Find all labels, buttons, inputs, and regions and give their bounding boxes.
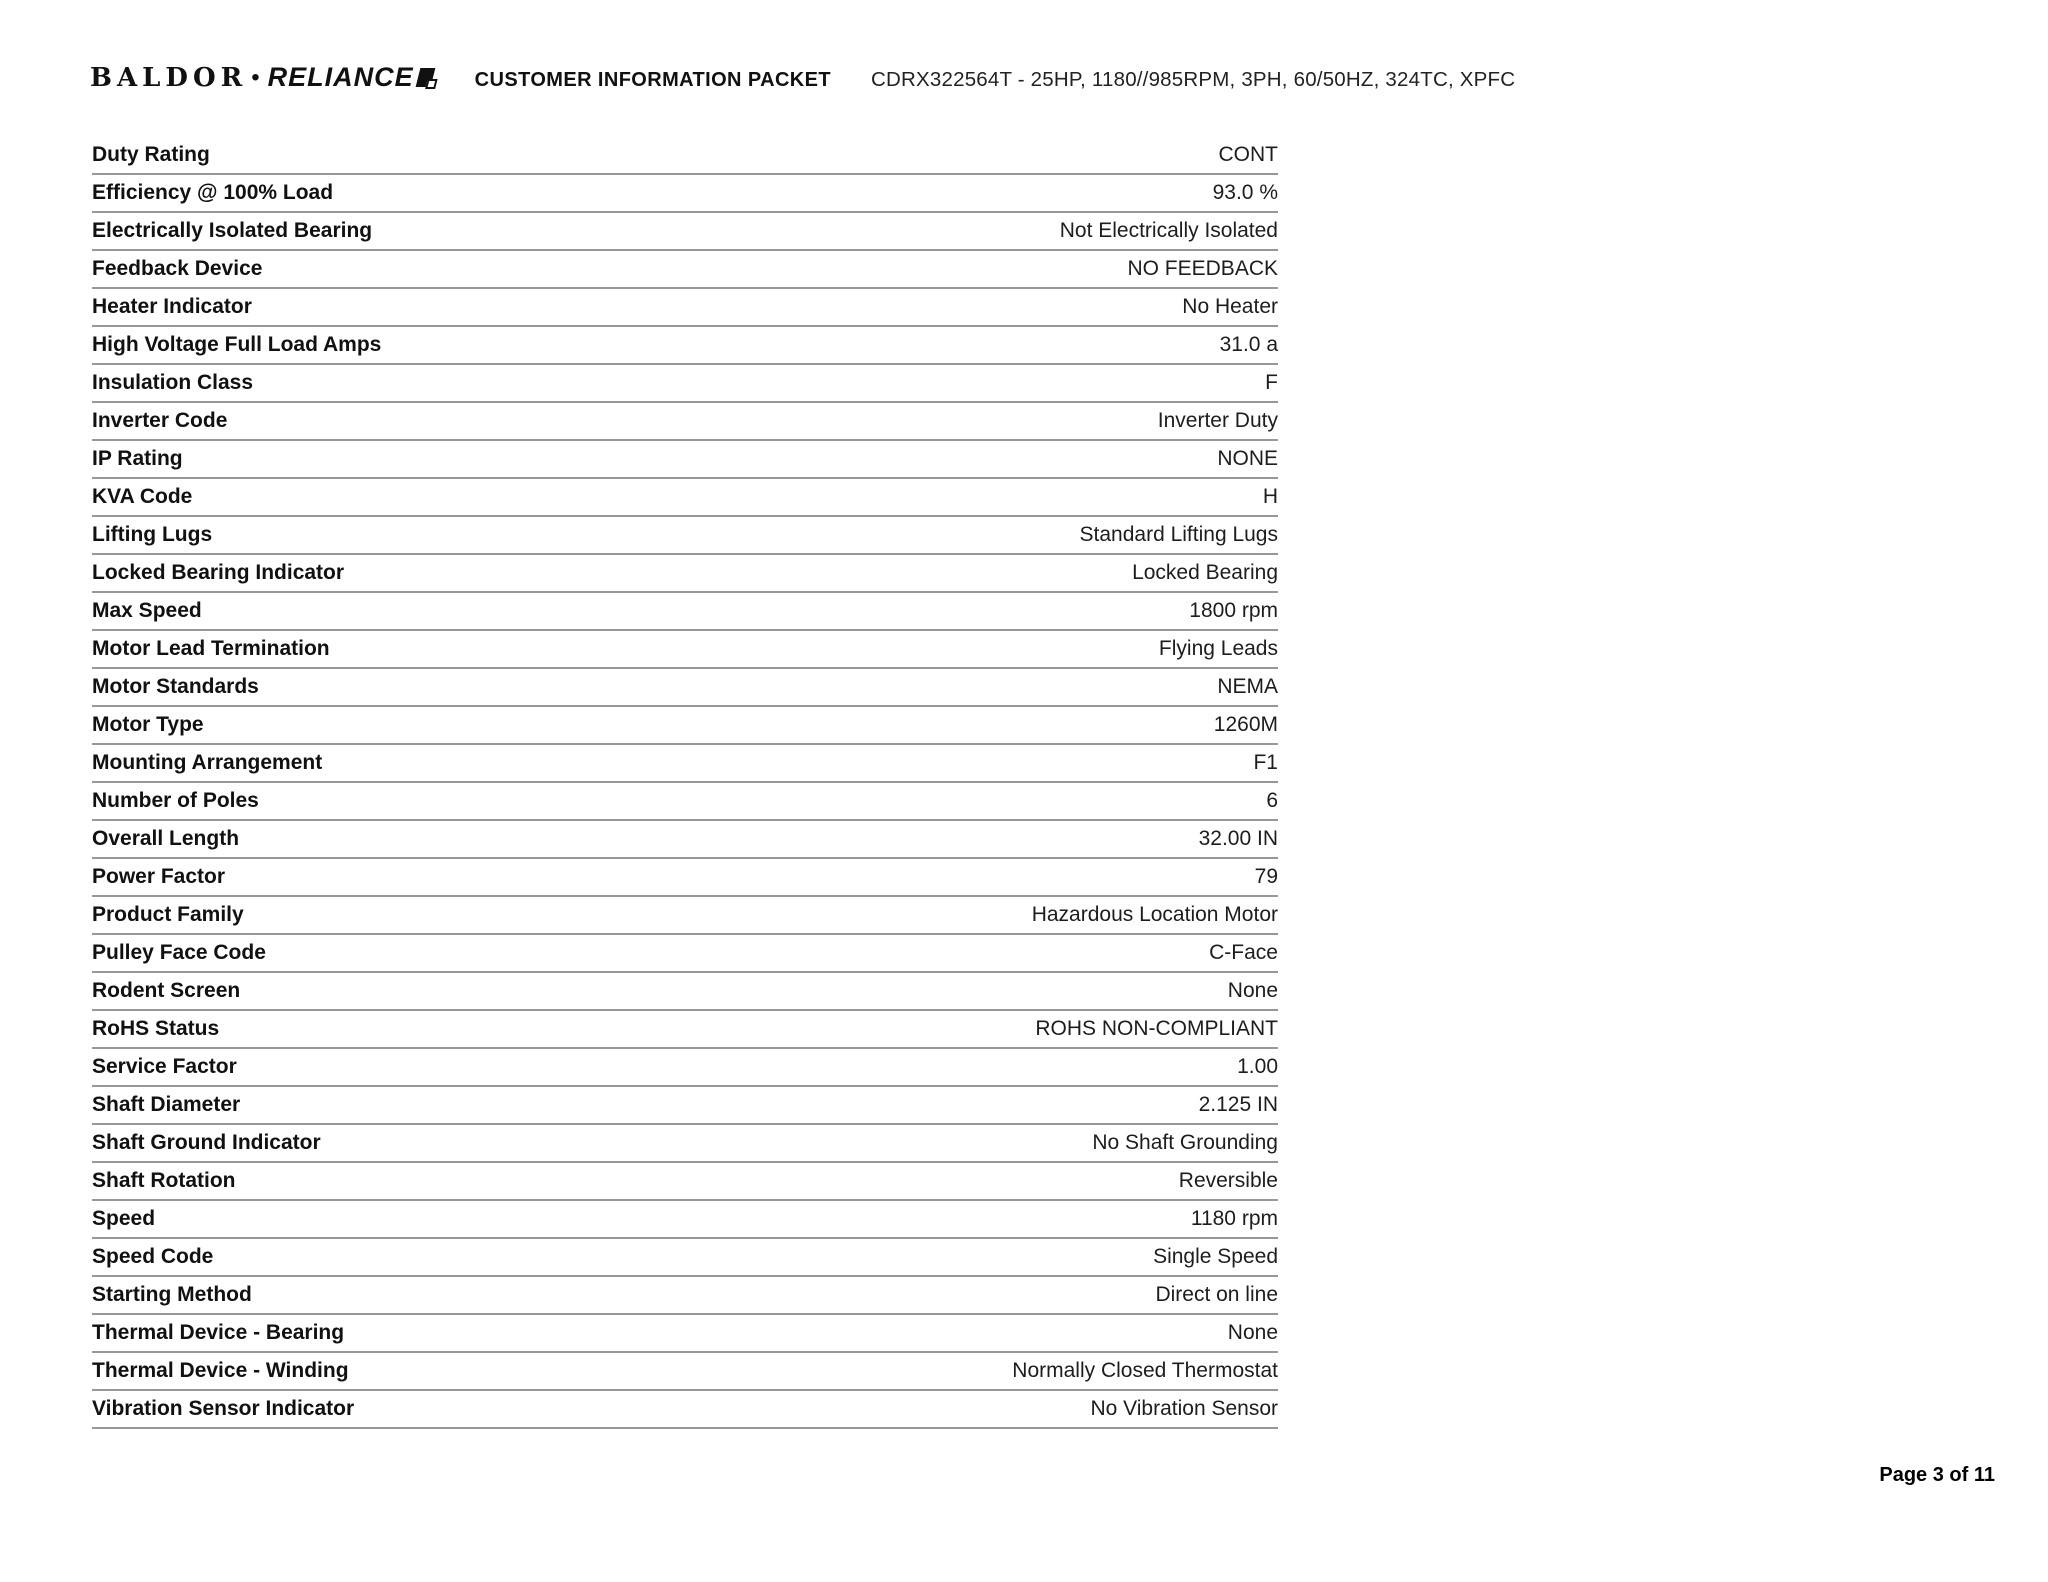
table-row <box>92 1087 1278 1125</box>
row-label: Duty Rating <box>92 143 210 166</box>
page-number: Page 3 of 11 <box>1879 1464 1995 1486</box>
table-row <box>92 669 1278 707</box>
page-header <box>90 62 1515 93</box>
row-label: Motor Type <box>92 713 204 736</box>
table-row <box>92 365 1278 403</box>
row-value: F <box>1265 371 1278 394</box>
table-row <box>92 1125 1278 1163</box>
row-label: Power Factor <box>92 865 226 888</box>
table-row <box>92 175 1278 213</box>
table-row <box>92 1315 1278 1353</box>
row-label: Speed <box>92 1207 156 1230</box>
row-label: IP Rating <box>92 447 183 470</box>
row-label: RoHS Status <box>92 1017 220 1040</box>
logo-reliance-text: RELIANCE <box>267 62 414 92</box>
table-row <box>92 859 1278 897</box>
row-label: Shaft Diameter <box>92 1093 241 1116</box>
row-value: NONE <box>1217 447 1278 470</box>
row-value: Inverter Duty <box>1157 409 1278 432</box>
row-label: Mounting Arrangement <box>92 751 323 774</box>
table-row <box>92 593 1278 631</box>
row-label: Pulley Face Code <box>92 941 266 964</box>
table-row <box>92 897 1278 935</box>
row-value: NEMA <box>1217 675 1278 698</box>
row-value: Single Speed <box>1153 1245 1278 1268</box>
row-label: Feedback Device <box>92 257 263 280</box>
table-row <box>92 213 1278 251</box>
row-value: No Heater <box>1182 295 1278 318</box>
table-row <box>92 479 1278 517</box>
row-value: Standard Lifting Lugs <box>1079 523 1278 546</box>
row-value: 1180 rpm <box>1190 1207 1278 1230</box>
row-label: KVA Code <box>92 485 193 508</box>
row-value: H <box>1262 485 1278 508</box>
logo-trademark-icon <box>415 68 435 87</box>
row-label: Vibration Sensor Indicator <box>92 1397 355 1420</box>
document-title: CUSTOMER INFORMATION PACKET <box>474 69 832 91</box>
row-value: Flying Leads <box>1158 637 1278 660</box>
table-row <box>92 1011 1278 1049</box>
row-value: F1 <box>1253 751 1278 774</box>
table-row <box>92 1049 1278 1087</box>
row-label: Number of Poles <box>92 789 259 812</box>
row-value: ROHS NON-COMPLIANT <box>1035 1017 1278 1040</box>
table-row <box>92 403 1278 441</box>
row-label: Efficiency @ 100% Load <box>92 181 334 204</box>
row-value: 6 <box>1266 789 1278 812</box>
table-row <box>92 783 1278 821</box>
row-value: Hazardous Location Motor <box>1031 903 1278 926</box>
row-label: Shaft Ground Indicator <box>92 1131 321 1154</box>
row-label: Lifting Lugs <box>92 523 213 546</box>
row-value: Not Electrically Isolated <box>1059 219 1278 242</box>
table-row <box>92 251 1278 289</box>
row-label: Motor Standards <box>92 675 259 698</box>
table-row <box>92 327 1278 365</box>
row-label: Motor Lead Termination <box>92 637 330 660</box>
row-value: 1.00 <box>1237 1055 1278 1078</box>
row-label: Shaft Rotation <box>92 1169 236 1192</box>
row-value: 2.125 IN <box>1198 1093 1278 1116</box>
row-value: None <box>1227 979 1278 1002</box>
row-value: None <box>1227 1321 1278 1344</box>
table-row <box>92 1201 1278 1239</box>
baldor-reliance-logo <box>90 62 433 93</box>
row-value: 31.0 a <box>1219 333 1278 356</box>
row-value: 1260M <box>1213 713 1278 736</box>
row-value: CONT <box>1218 143 1278 166</box>
row-value: C-Face <box>1209 941 1278 964</box>
row-value: Direct on line <box>1155 1283 1278 1306</box>
row-label: Rodent Screen <box>92 979 241 1002</box>
row-label: Thermal Device - Bearing <box>92 1321 345 1344</box>
table-row <box>92 1163 1278 1201</box>
table-row <box>92 973 1278 1011</box>
table-row <box>92 441 1278 479</box>
row-value: 79 <box>1254 865 1278 888</box>
product-description: CDRX322564T - 25HP, 1180//985RPM, 3PH, 60/50HZ, 324TC, XPFC <box>871 68 1516 91</box>
table-row <box>92 289 1278 327</box>
row-value: Reversible <box>1178 1169 1278 1192</box>
row-value: NO FEEDBACK <box>1127 257 1278 280</box>
spec-table <box>92 137 1278 1429</box>
table-row <box>92 1353 1278 1391</box>
table-row <box>92 1277 1278 1315</box>
logo-dot-icon: • <box>251 64 260 91</box>
row-label: Electrically Isolated Bearing <box>92 219 373 242</box>
row-label: Starting Method <box>92 1283 252 1306</box>
table-row <box>92 555 1278 593</box>
row-label: Heater Indicator <box>92 295 252 318</box>
row-value: 1800 rpm <box>1189 599 1278 622</box>
row-label: Overall Length <box>92 827 240 850</box>
table-row <box>92 935 1278 973</box>
row-label: Speed Code <box>92 1245 214 1268</box>
row-label: Thermal Device - Winding <box>92 1359 349 1382</box>
row-value: No Vibration Sensor <box>1090 1397 1278 1420</box>
row-label: Product Family <box>92 903 244 926</box>
logo-baldor-text: BALDOR <box>90 63 248 93</box>
row-label: High Voltage Full Load Amps <box>92 333 382 356</box>
table-row <box>92 517 1278 555</box>
row-value: 93.0 % <box>1212 181 1278 204</box>
table-row <box>92 1391 1278 1429</box>
table-row <box>92 707 1278 745</box>
row-label: Locked Bearing Indicator <box>92 561 345 584</box>
row-value: No Shaft Grounding <box>1092 1131 1278 1154</box>
table-row <box>92 631 1278 669</box>
row-label: Inverter Code <box>92 409 228 432</box>
table-row <box>92 137 1278 175</box>
row-value: Locked Bearing <box>1132 561 1278 584</box>
table-row <box>92 1239 1278 1277</box>
row-value: Normally Closed Thermostat <box>1012 1359 1278 1382</box>
row-label: Max Speed <box>92 599 202 622</box>
table-row <box>92 745 1278 783</box>
row-label: Service Factor <box>92 1055 237 1078</box>
table-row <box>92 821 1278 859</box>
row-value: 32.00 IN <box>1198 827 1278 850</box>
row-label: Insulation Class <box>92 371 254 394</box>
